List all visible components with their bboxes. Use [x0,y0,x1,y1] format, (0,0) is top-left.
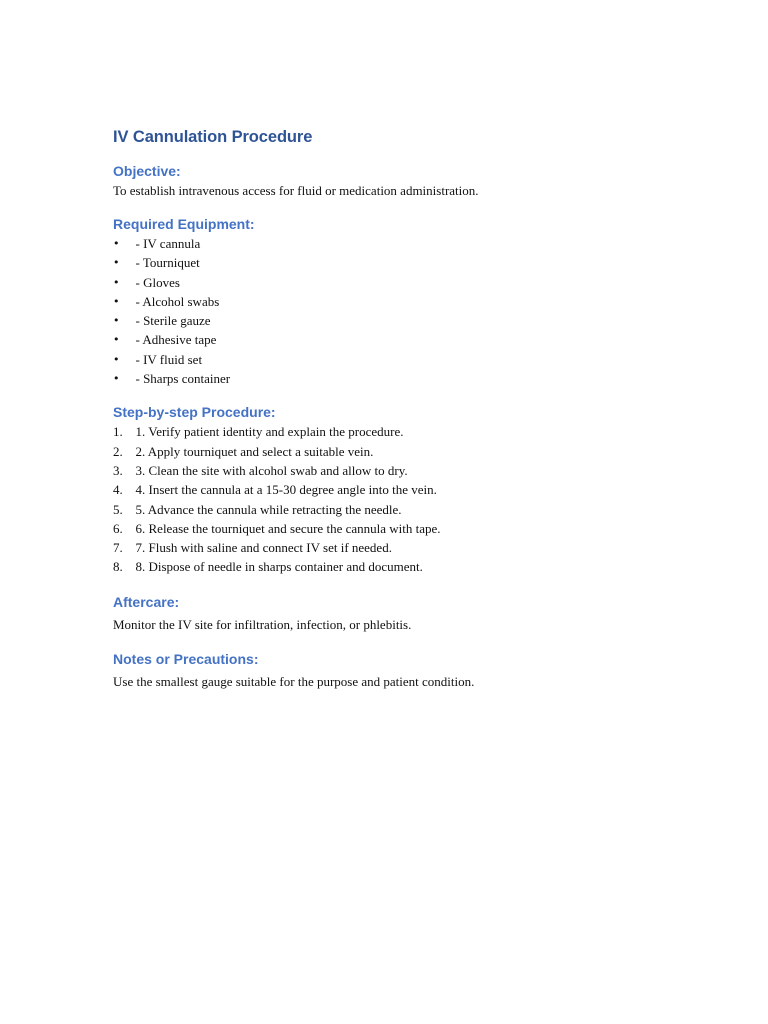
bullet-icon: • [113,314,120,328]
equipment-item-label: - Sharps container [135,371,231,387]
equipment-item-label: - Sterile gauze [135,313,211,329]
document-content [113,124,673,691]
step-text: 5. Advance the cannula while retracting the needle. [135,501,402,517]
bullet-icon: • [113,372,120,386]
step-number: 6. [113,520,123,536]
equipment-item-label: - Alcohol swabs [135,293,220,309]
list-item [113,519,673,538]
aftercare-heading: Aftercare: [113,593,180,610]
equipment-item-label: - Adhesive tape [135,332,217,348]
list-item [113,538,673,557]
list-item [113,369,673,388]
bullet-icon: • [113,275,120,289]
list-item [113,273,673,292]
step-text: 6. Release the tourniquet and secure the cannula with tape. [135,520,441,536]
equipment-heading: Required Equipment: [113,216,255,232]
step-text: 7. Flush with saline and connect IV set if needed. [135,540,392,556]
step-text: 3. Clean the site with alcohol swab and allow to dry. [135,462,408,478]
step-number: 1. [113,424,123,440]
bullet-icon: • [113,352,120,366]
step-number: 5. [113,501,123,517]
step-text: 8. Dispose of needle in sharps container and document. [135,559,423,575]
step-number: 2. [113,443,123,459]
aftercare-text: Monitor the IV site for infiltration, infection, or phlebitis. [113,616,412,632]
document-title: IV Cannulation Procedure [113,128,313,146]
list-item [113,253,673,272]
step-text: 4. Insert the cannula at a 15-30 degree angle into the vein. [135,482,437,498]
equipment-item-label: - Tourniquet [135,255,200,271]
list-item [113,234,673,253]
equipment-item-label: - IV cannula [135,236,201,251]
notes-text: Use the smallest gauge suitable for the purpose and patient condition. [113,673,475,689]
list-item [113,350,673,369]
objective-text: To establish intravenous access for fluid or medication administration. [113,183,479,198]
step-number: 3. [113,462,123,478]
list-item [113,311,673,330]
list-item [113,292,673,311]
bullet-icon: • [113,237,120,250]
equipment-item-label: - IV fluid set [135,351,203,367]
bullet-icon: • [113,294,120,308]
objective-heading: Objective: [113,163,181,179]
list-item [113,461,673,480]
list-item [113,330,673,349]
step-text: 1. Verify patient identity and explain the procedure. [135,424,404,440]
step-text: 2. Apply tourniquet and select a suitable vein. [135,443,374,459]
step-number: 7. [113,540,123,556]
list-item [113,500,673,519]
notes-heading: Notes or Precautions: [113,650,259,667]
procedure-heading: Step-by-step Procedure: [113,404,276,421]
bullet-icon: • [113,256,120,270]
equipment-item-label: - Gloves [135,274,180,290]
list-item [113,480,673,499]
bullet-icon: • [113,333,120,347]
procedure-list [113,422,673,576]
list-item [113,442,673,461]
step-number: 4. [113,482,123,498]
equipment-list [113,234,673,388]
list-item [113,557,673,576]
list-item [113,422,673,441]
step-number: 8. [113,559,123,575]
